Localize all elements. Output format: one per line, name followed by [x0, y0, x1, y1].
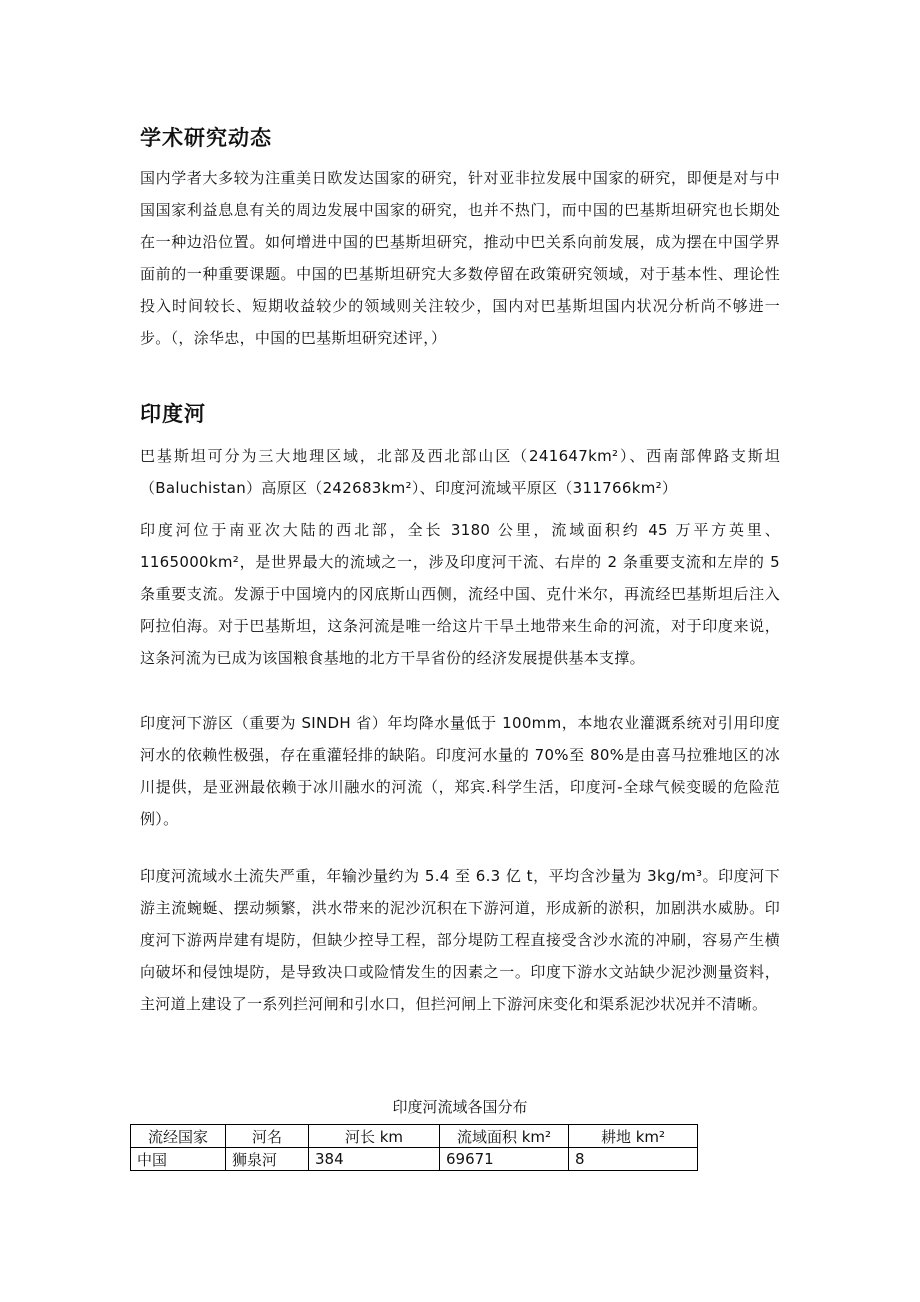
header-river-name: 河名 — [226, 1125, 309, 1148]
cell-basin-area: 69671 — [440, 1148, 569, 1171]
paragraph-lower-reaches: 印度河下游区（重要为 SINDH 省）年均降水量低于 100mm，本地农业灌溉系统对引用印度河水的依赖性极强，存在重灌轻排的缺陷。印度河水量的 70%至 80%是由喜马拉雅地区的冰川提供，是亚洲最依赖于冰川融水的河流（，郑宾.科学生活，印度河-全球气候变暖的危险范例）。 — [140, 714, 780, 828]
header-basin-area: 流域面积 km² — [440, 1125, 569, 1148]
paragraph-research: 国内学者大多较为注重美日欧发达国家的研究，针对亚非拉发展中国家的研究，即便是对与中国国家利益息息有关的周边发展中国家的研究，也并不热门，而中国的巴基斯坦研究也长期处在一种边沿位置。如何增进中国的巴基斯坦研究，推动中巴关系向前发展，成为摆在中国学界面前的一种重要课题。中国的巴基斯坦研究大多数停留在政策研究领域，对于基本性、理论性投入时间较长、短期收益较少的领域则关注较少，国内对巴基斯坦国内状况分析尚不够进一步。（，涂华忠，中国的巴基斯坦研究述评，） — [140, 169, 780, 347]
section-title-indus: 印度河 — [140, 402, 206, 426]
distribution-table — [130, 1124, 698, 1171]
table-caption: 印度河流域各国分布 — [392, 1098, 528, 1116]
table-header-row — [131, 1125, 698, 1148]
section-title-research: 学术研究动态 — [140, 126, 272, 150]
table-row — [131, 1148, 698, 1171]
cell-length: 384 — [309, 1148, 440, 1171]
cell-country: 中国 — [131, 1148, 226, 1171]
cell-farmland: 8 — [569, 1148, 698, 1171]
header-length: 河长 km — [309, 1125, 440, 1148]
header-country: 流经国家 — [131, 1125, 226, 1148]
header-farmland: 耕地 km² — [569, 1125, 698, 1148]
paragraph-indus-overview: 印度河位于南亚次大陆的西北部，全长 3180 公里，流域面积约 45 万平方英里、1165000km²，是世界最大的流域之一，涉及印度河干流、右岸的 2 条重要支流和左岸的 5 条重要支流。发源于中国境内的冈底斯山西侧，流经中国、克什米尔，再流经巴基斯坦后注入阿拉伯海。对于巴基斯坦，这条河流是唯一给这片干旱土地带来生命的河流，对于印度来说，这条河流为已成为该国粮食基地的北方干旱省份的经济发展提供基本支撑。 — [140, 521, 780, 667]
paragraph-regions: 巴基斯坦可分为三大地理区域，北部及西北部山区（241647km²）、西南部俾路支斯坦（Baluchistan）高原区（242683km²）、印度河流域平原区（311766km²） — [140, 447, 780, 497]
paragraph-sediment: 印度河流域水土流失严重，年输沙量约为 5.4 至 6.3 亿 t，平均含沙量为 3kg/m³。印度河下游主流蜿蜒、摆动频繁，洪水带来的泥沙沉积在下游河道，形成新的淤积，加剧洪水威胁。印度河下游两岸建有堤防，但缺少控导工程，部分堤防工程直接受含沙水流的冲刷，容易产生横向破坏和侵蚀堤防，是导致决口或险情发生的因素之一。印度下游水文站缺少泥沙测量资料，主河道上建设了一系列拦河闸和引水口，但拦河闸上下游河床变化和渠系泥沙状况并不清晰。 — [140, 867, 780, 1013]
cell-river-name: 狮泉河 — [226, 1148, 309, 1171]
